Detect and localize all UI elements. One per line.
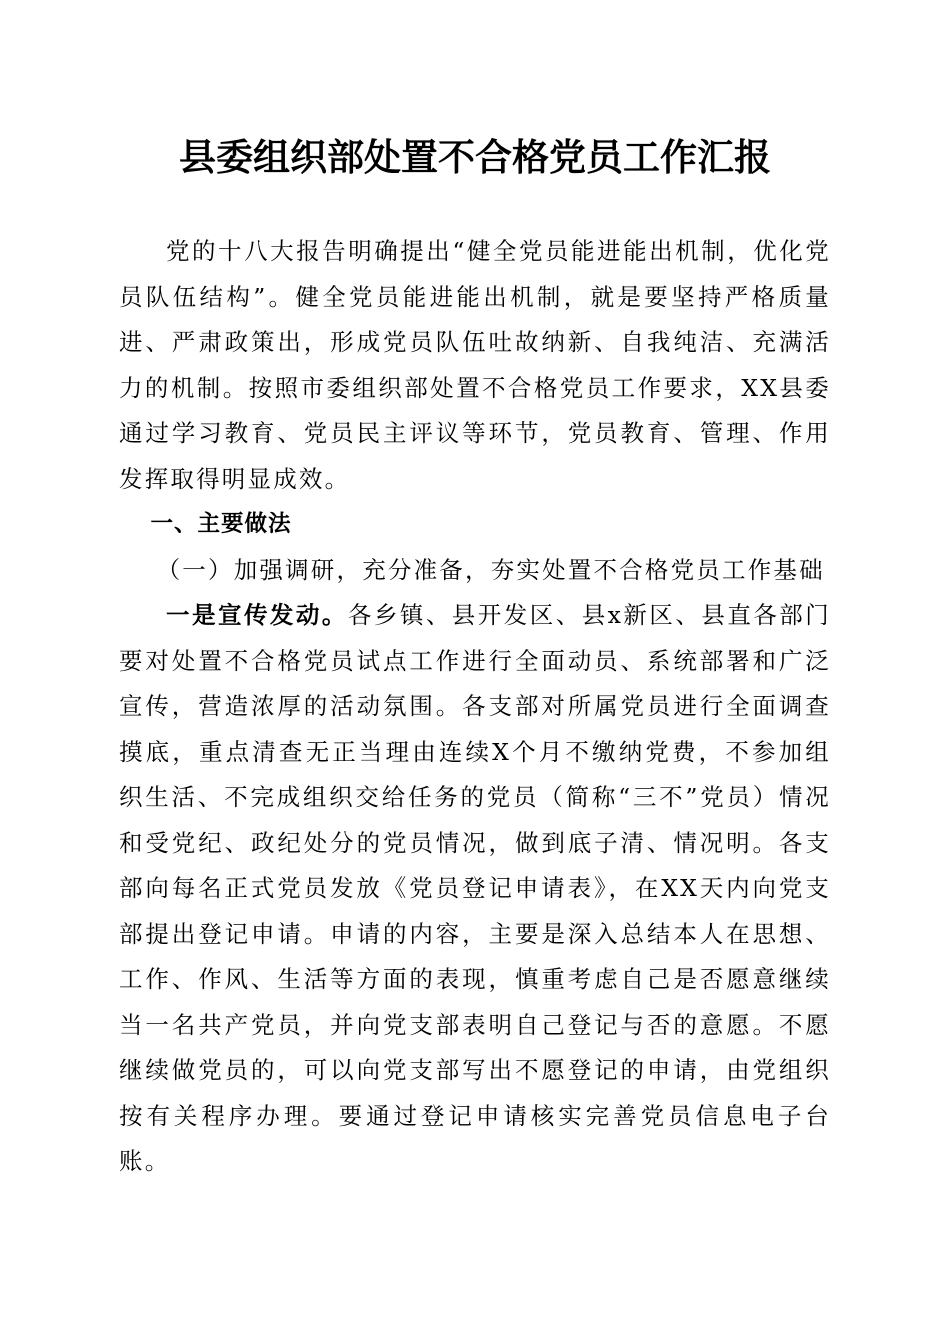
- intro-paragraph: 党的十八大报告明确提出“健全党员能进能出机制，优化党员队伍结构”。健全党员能进能出机制，就是要坚持严格质量进、严肃政策出，形成党员队伍吐故纳新、自我纯洁、充满活力的机制。按照市委组织部处置不合格党员工作要求，XX县委通过学习教育、党员民主评议等环节，党员教育、管理、作用发挥取得明显成效。: [119, 237, 831, 493]
- point-lead-text: 一是宣传发动。: [166, 601, 348, 629]
- document-body: [119, 229, 831, 1185]
- document-title: 县委组织部处置不合格党员工作汇报: [179, 135, 771, 179]
- point-body-text: 各乡镇、县开发区、县x新区、县直各部门要对处置不合格党员试点工作进行全面动员、系统部署和广泛宣传，营造浓厚的活动氛围。各支部对所属党员进行全面调查摸底，重点清查无正当理由连续X个月不缴纳党费，不参加组织生活、不完成组织交给任务的党员（简称“三不”党员）情况和受党纪、政纪处分的党员情况，做到底子清、情况明。各支部向每名正式党员发放《党员登记申请表》，在XX天内向党支部提出登记申请。申请的内容，主要是深入总结本人在思想、工作、作风、生活等方面的表现，慎重考虑自己是否愿意继续当一名共产党员，并向党支部表明自己登记与否的意愿。不愿继续做党员的，可以向党支部写出不愿登记的申请，由党组织按有关程序办理。要通过登记申请核实完善党员信息电子台账。: [119, 601, 831, 1175]
- section-heading-main-practices: 一、主要做法: [150, 511, 292, 537]
- point-paragraph-publicity: [119, 593, 831, 1185]
- subsection-heading-preparation: （一）加强调研，充分准备，夯实处置不合格党员工作基础: [156, 555, 825, 584]
